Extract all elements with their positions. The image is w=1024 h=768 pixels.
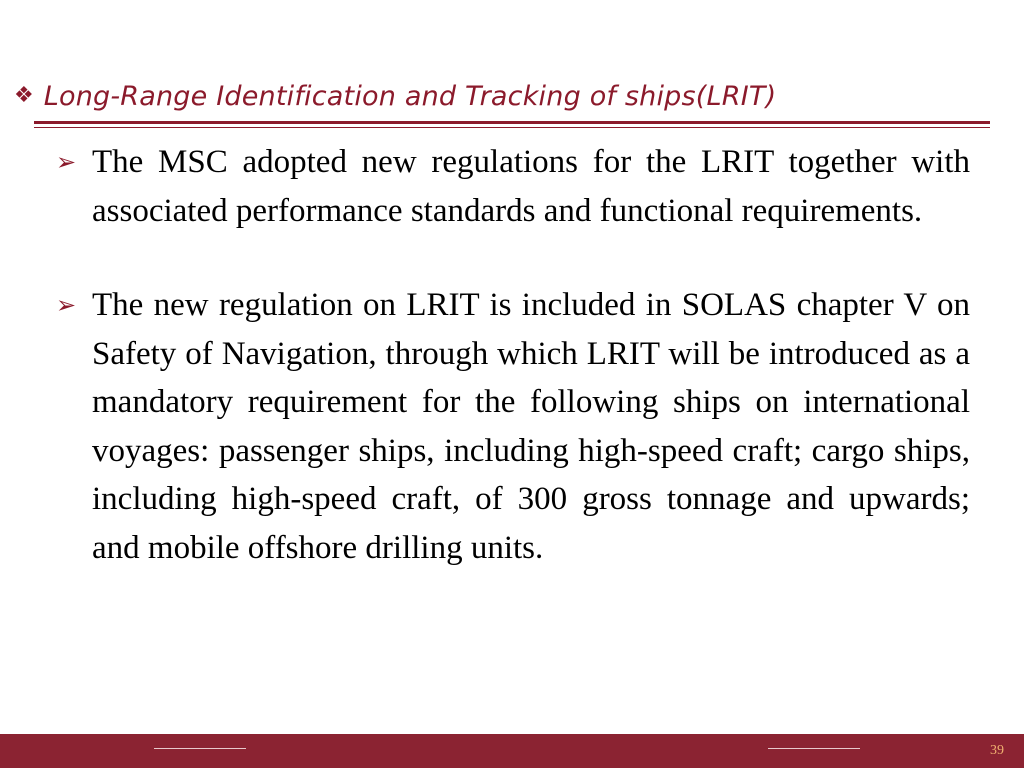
slide-title: Long-Range Identification and Tracking of ships(LRIT) <box>43 80 777 112</box>
title-divider-thin <box>34 127 990 128</box>
title-divider-thick <box>34 121 990 124</box>
footer-left-line <box>154 748 246 749</box>
bullet-list <box>56 138 970 572</box>
arrow-bullet-icon: ➢ <box>56 148 77 176</box>
bullet-item <box>56 138 970 235</box>
arrow-bullet-icon: ➢ <box>56 291 77 319</box>
page-number: 39 <box>990 743 1004 758</box>
slide-footer <box>0 734 1024 768</box>
diamond-bullet-icon: ❖ <box>14 83 34 108</box>
footer-right-line <box>768 748 860 749</box>
bullet-text: The new regulation on LRIT is included in SOLAS chapter V on Safety of Navigation, through which LRIT will be introduced as a mandatory requirement for the following ships on international voyages: passenger ships, including high-speed craft; cargo ships, including high-speed craft, of 300 gross tonnage and upwards; and mobile offshore drilling units. <box>92 287 970 566</box>
slide-title-row <box>14 76 776 116</box>
bullet-item <box>56 281 970 572</box>
bullet-text: The MSC adopted new regulations for the LRIT together with associated performance standards and functional requirements. <box>92 144 970 229</box>
